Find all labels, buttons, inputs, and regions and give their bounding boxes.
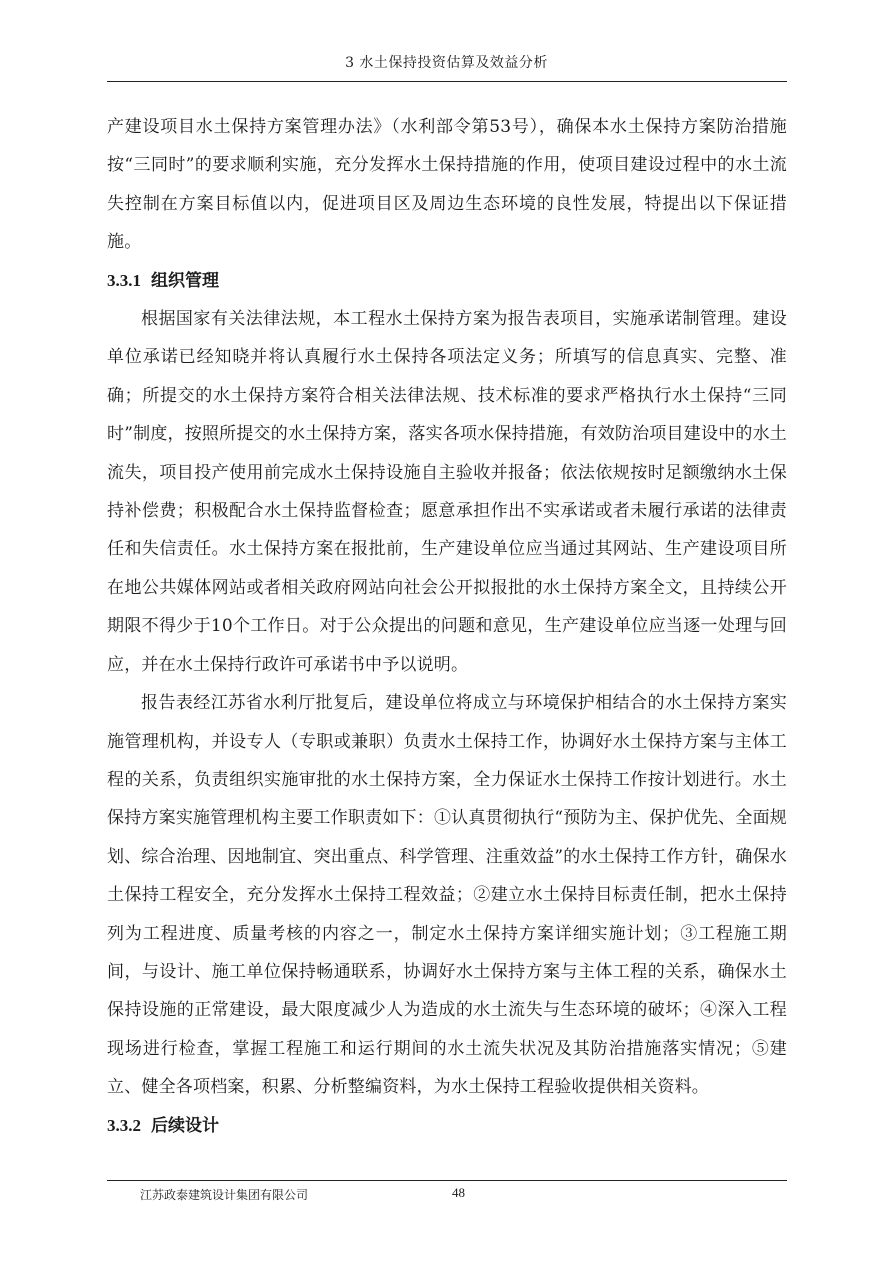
section-title: 组织管理 xyxy=(151,270,219,291)
header-divider xyxy=(107,81,787,82)
section-heading-organization xyxy=(107,262,787,300)
organization-paragraph-2: 报告表经江苏省水利厅批复后，建设单位将成立与环境保护相结合的水土保持方案实施管理机构，并设专人（专职或兼职）负责水土保持工作，协调好水土保持方案与主体工程的关系，负责组织实施审批的水土保持方案，全力保证水土保持工作按计划进行。水土保持方案实施管理机构主要工作职责如下：①认真贯彻执行“预防为主、保护优先、全面规划、综合治理、因地制宜、突出重点、科学管理、注重效益”的水土保持工作方针，确保水土保持工程安全，充分发挥水土保持工程效益；②建立水土保持目标责任制，把水土保持列为工程进度、质量考核的内容之一，制定水土保持方案详细实施计划；③工程施工期间，与设计、施工单位保持畅通联系，协调好水土保持方案与主体工程的关系，确保水土保持设施的正常建设，最大限度减少人为造成的水土流失与生态环境的破坏；④深入工程现场进行检查，掌握工程施工和运行期间的水土流失状况及其防治措施落实情况；⑤建立、健全各项档案，积累、分析整编资料，为水土保持工程验收提供相关资料。 xyxy=(107,693,787,1098)
page-body xyxy=(107,108,787,1145)
section-title: 后续设计 xyxy=(151,1115,219,1136)
section-number: 3.3.1 xyxy=(107,270,141,290)
running-header-title: 3 水土保持投资估算及效益分析 xyxy=(345,55,548,71)
footer-divider xyxy=(107,1180,787,1181)
section-heading-followup-design xyxy=(107,1107,787,1145)
organization-paragraph-1: 根据国家有关法律法规，本工程水土保持方案为报告表项目，实施承诺制管理。建设单位承诺已经知晓并将认真履行水土保持各项法定义务；所填写的信息真实、完整、准确；所提交的水土保持方案符合相关法律法规、技术标准的要求严格执行水土保持“三同时”制度，按照所提交的水土保持方案，落实各项水保持措施，有效防治项目建设中的水土流失，项目投产使用前完成水土保持设施自主验收并报备；依法依规按时足额缴纳水土保持补偿费；积极配合水土保持监督检查；愿意承担作出不实承诺或者未履行承诺的法律责任和失信责任。水土保持方案在报批前，生产建设单位应当通过其网站、生产建设项目所在地公共媒体网站或者相关政府网站向社会公开拟报批的水土保持方案全文，且持续公开期限不得少于10个工作日。对于公众提出的问题和意见，生产建设单位应当逐一处理与回应，并在水土保持行政许可承诺书中予以说明。 xyxy=(107,309,787,675)
page-number: 48 xyxy=(452,1185,465,1200)
intro-paragraph: 产建设项目水土保持方案管理办法》（水利部令第53号），确保本水土保持方案防治措施按“三同时”的要求顺利实施，充分发挥水土保持措施的作用，使项目建设过程中的水土流失控制在方案目标值以内，促进项目区及周边生态环境的良性发展，特提出以下保证措施。 xyxy=(107,117,787,253)
section-number: 3.3.2 xyxy=(107,1115,141,1135)
footer-company-name: 江苏政泰建筑设计集团有限公司 xyxy=(140,1188,309,1202)
